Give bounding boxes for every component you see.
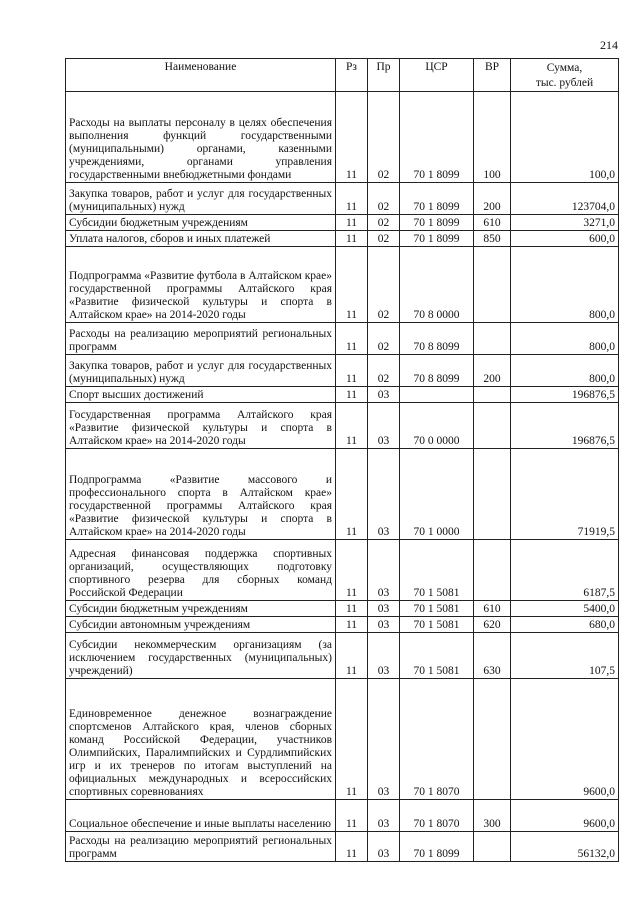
row-name: Субсидии бюджетным учреждениям (66, 215, 336, 231)
row-sum: 9600,0 (511, 679, 619, 800)
row-pr: 03 (368, 832, 400, 862)
row-name: Субсидии автономным учреждениям (66, 617, 336, 633)
row-vr (474, 449, 511, 540)
table-row (66, 633, 619, 679)
row-sum: 196876,5 (511, 387, 619, 403)
row-csr: 70 1 8099 (400, 215, 474, 231)
row-pr: 03 (368, 617, 400, 633)
row-vr: 200 (474, 355, 511, 387)
table-row (66, 601, 619, 617)
row-csr (400, 387, 474, 403)
row-csr: 70 1 0000 (400, 449, 474, 540)
row-rz: 11 (336, 633, 368, 679)
row-csr: 70 1 5081 (400, 601, 474, 617)
row-sum: 600,0 (511, 231, 619, 247)
row-vr: 850 (474, 231, 511, 247)
row-name: Уплата налогов, сборов и иных платежей (66, 231, 336, 247)
row-vr (474, 403, 511, 449)
row-name: Государственная программа Алтайского края «Развитие физической культуры и спорта в Алтайском крае» на 2014-2020 годы (66, 403, 336, 449)
row-pr: 03 (368, 800, 400, 832)
row-csr: 70 1 8070 (400, 800, 474, 832)
row-rz: 11 (336, 800, 368, 832)
row-rz: 11 (336, 679, 368, 800)
row-sum: 800,0 (511, 355, 619, 387)
row-name: Единовременное денежное вознаграждение спортсменов Алтайского края, членов сборных команд Российской Федерации, участников Олимпийских, Паралимпийских и Сурдлимпийских игр и их тренеров по итогам выступлений на официальных международных и всероссийских спортивных соревнованиях (66, 679, 336, 800)
row-rz: 11 (336, 617, 368, 633)
row-vr: 610 (474, 215, 511, 231)
row-pr: 03 (368, 403, 400, 449)
table-row (66, 215, 619, 231)
table-row (66, 449, 619, 540)
row-vr: 610 (474, 601, 511, 617)
row-csr: 70 1 8099 (400, 231, 474, 247)
row-vr: 630 (474, 633, 511, 679)
row-pr: 03 (368, 540, 400, 601)
row-sum: 196876,5 (511, 403, 619, 449)
table-row (66, 387, 619, 403)
page-number: 214 (600, 38, 618, 52)
row-sum: 100,0 (511, 92, 619, 183)
row-csr: 70 1 8099 (400, 92, 474, 183)
row-vr: 620 (474, 617, 511, 633)
row-name: Субсидии бюджетным учреждениям (66, 601, 336, 617)
row-csr: 70 0 0000 (400, 403, 474, 449)
row-vr: 300 (474, 800, 511, 832)
row-csr: 70 1 8070 (400, 679, 474, 800)
row-rz: 11 (336, 403, 368, 449)
header-pr: Пр (368, 59, 400, 92)
table-row (66, 832, 619, 862)
header-sum (511, 59, 619, 92)
table-row (66, 679, 619, 800)
row-sum: 800,0 (511, 323, 619, 355)
row-name: Адресная финансовая поддержка спортивных организаций, осуществляющих подготовку спортивного резерва для сборных команд Российской Федерации (66, 540, 336, 601)
row-csr: 70 8 0000 (400, 247, 474, 323)
row-rz: 11 (336, 247, 368, 323)
row-pr: 03 (368, 601, 400, 617)
header-name: Наименование (66, 59, 336, 92)
row-sum: 800,0 (511, 247, 619, 323)
table-row (66, 183, 619, 215)
row-vr (474, 323, 511, 355)
header-rz: Рз (336, 59, 368, 92)
row-pr: 02 (368, 183, 400, 215)
row-csr: 70 8 8099 (400, 355, 474, 387)
row-name: Субсидии некоммерческим организациям (за исключением государственных (муниципальных) учреждений) (66, 633, 336, 679)
budget-table (65, 58, 619, 862)
header-sum-line1: Сумма, (546, 62, 583, 74)
row-sum: 9600,0 (511, 800, 619, 832)
row-rz: 11 (336, 323, 368, 355)
row-sum: 123704,0 (511, 183, 619, 215)
row-vr (474, 679, 511, 800)
row-rz: 11 (336, 215, 368, 231)
row-csr: 70 8 8099 (400, 323, 474, 355)
row-sum: 107,5 (511, 633, 619, 679)
row-name: Подпрограмма «Развитие футбола в Алтайском крае» государственной программы Алтайского края «Развитие физической культуры и спорта в Алтайском крае» на 2014-2020 годы (66, 247, 336, 323)
row-csr: 70 1 5081 (400, 540, 474, 601)
row-vr (474, 387, 511, 403)
row-pr: 03 (368, 633, 400, 679)
table-row (66, 540, 619, 601)
row-pr: 02 (368, 92, 400, 183)
row-pr: 03 (368, 679, 400, 800)
row-rz: 11 (336, 183, 368, 215)
row-sum: 6187,5 (511, 540, 619, 601)
row-name: Закупка товаров, работ и услуг для государственных (муниципальных) нужд (66, 355, 336, 387)
table-row (66, 323, 619, 355)
row-pr: 03 (368, 387, 400, 403)
row-vr (474, 832, 511, 862)
row-csr: 70 1 5081 (400, 617, 474, 633)
row-pr: 03 (368, 449, 400, 540)
row-name: Социальное обеспечение и иные выплаты населению (66, 800, 336, 832)
row-vr (474, 540, 511, 601)
row-name: Расходы на реализацию мероприятий региональных программ (66, 832, 336, 862)
row-vr: 100 (474, 92, 511, 183)
row-sum: 680,0 (511, 617, 619, 633)
header-csr: ЦСР (400, 59, 474, 92)
table-row (66, 231, 619, 247)
table-row (66, 247, 619, 323)
row-rz: 11 (336, 92, 368, 183)
row-pr: 02 (368, 247, 400, 323)
row-name: Расходы на выплаты персоналу в целях обеспечения выполнения функций государственными (муниципальными) органами, казенными учреждениями, органами управления государственными внебюджетными фондами (66, 92, 336, 183)
row-name: Расходы на реализацию мероприятий региональных программ (66, 323, 336, 355)
row-rz: 11 (336, 832, 368, 862)
header-vr: ВР (474, 59, 511, 92)
row-pr: 02 (368, 355, 400, 387)
row-vr: 200 (474, 183, 511, 215)
row-rz: 11 (336, 387, 368, 403)
row-csr: 70 1 8099 (400, 183, 474, 215)
row-name: Подпрограмма «Развитие массового и профессионального спорта в Алтайском крае» государственной программы Алтайского края «Развитие физической культуры и спорта в Алтайском крае» на 2014-2020 годы (66, 449, 336, 540)
table-row (66, 617, 619, 633)
row-rz: 11 (336, 355, 368, 387)
row-vr (474, 247, 511, 323)
row-rz: 11 (336, 601, 368, 617)
table-row (66, 355, 619, 387)
row-pr: 02 (368, 231, 400, 247)
row-rz: 11 (336, 540, 368, 601)
row-csr: 70 1 8099 (400, 832, 474, 862)
row-pr: 02 (368, 215, 400, 231)
table-header-row (66, 59, 619, 92)
table-row (66, 92, 619, 183)
row-sum: 3271,0 (511, 215, 619, 231)
row-rz: 11 (336, 231, 368, 247)
row-pr: 02 (368, 323, 400, 355)
row-sum: 56132,0 (511, 832, 619, 862)
row-csr: 70 1 5081 (400, 633, 474, 679)
row-rz: 11 (336, 449, 368, 540)
row-sum: 71919,5 (511, 449, 619, 540)
header-sum-line2: тыс. рублей (535, 77, 594, 89)
row-name: Закупка товаров, работ и услуг для государственных (муниципальных) нужд (66, 183, 336, 215)
row-sum: 5400,0 (511, 601, 619, 617)
table-row (66, 403, 619, 449)
table-row (66, 800, 619, 832)
row-name: Спорт высших достижений (66, 387, 336, 403)
